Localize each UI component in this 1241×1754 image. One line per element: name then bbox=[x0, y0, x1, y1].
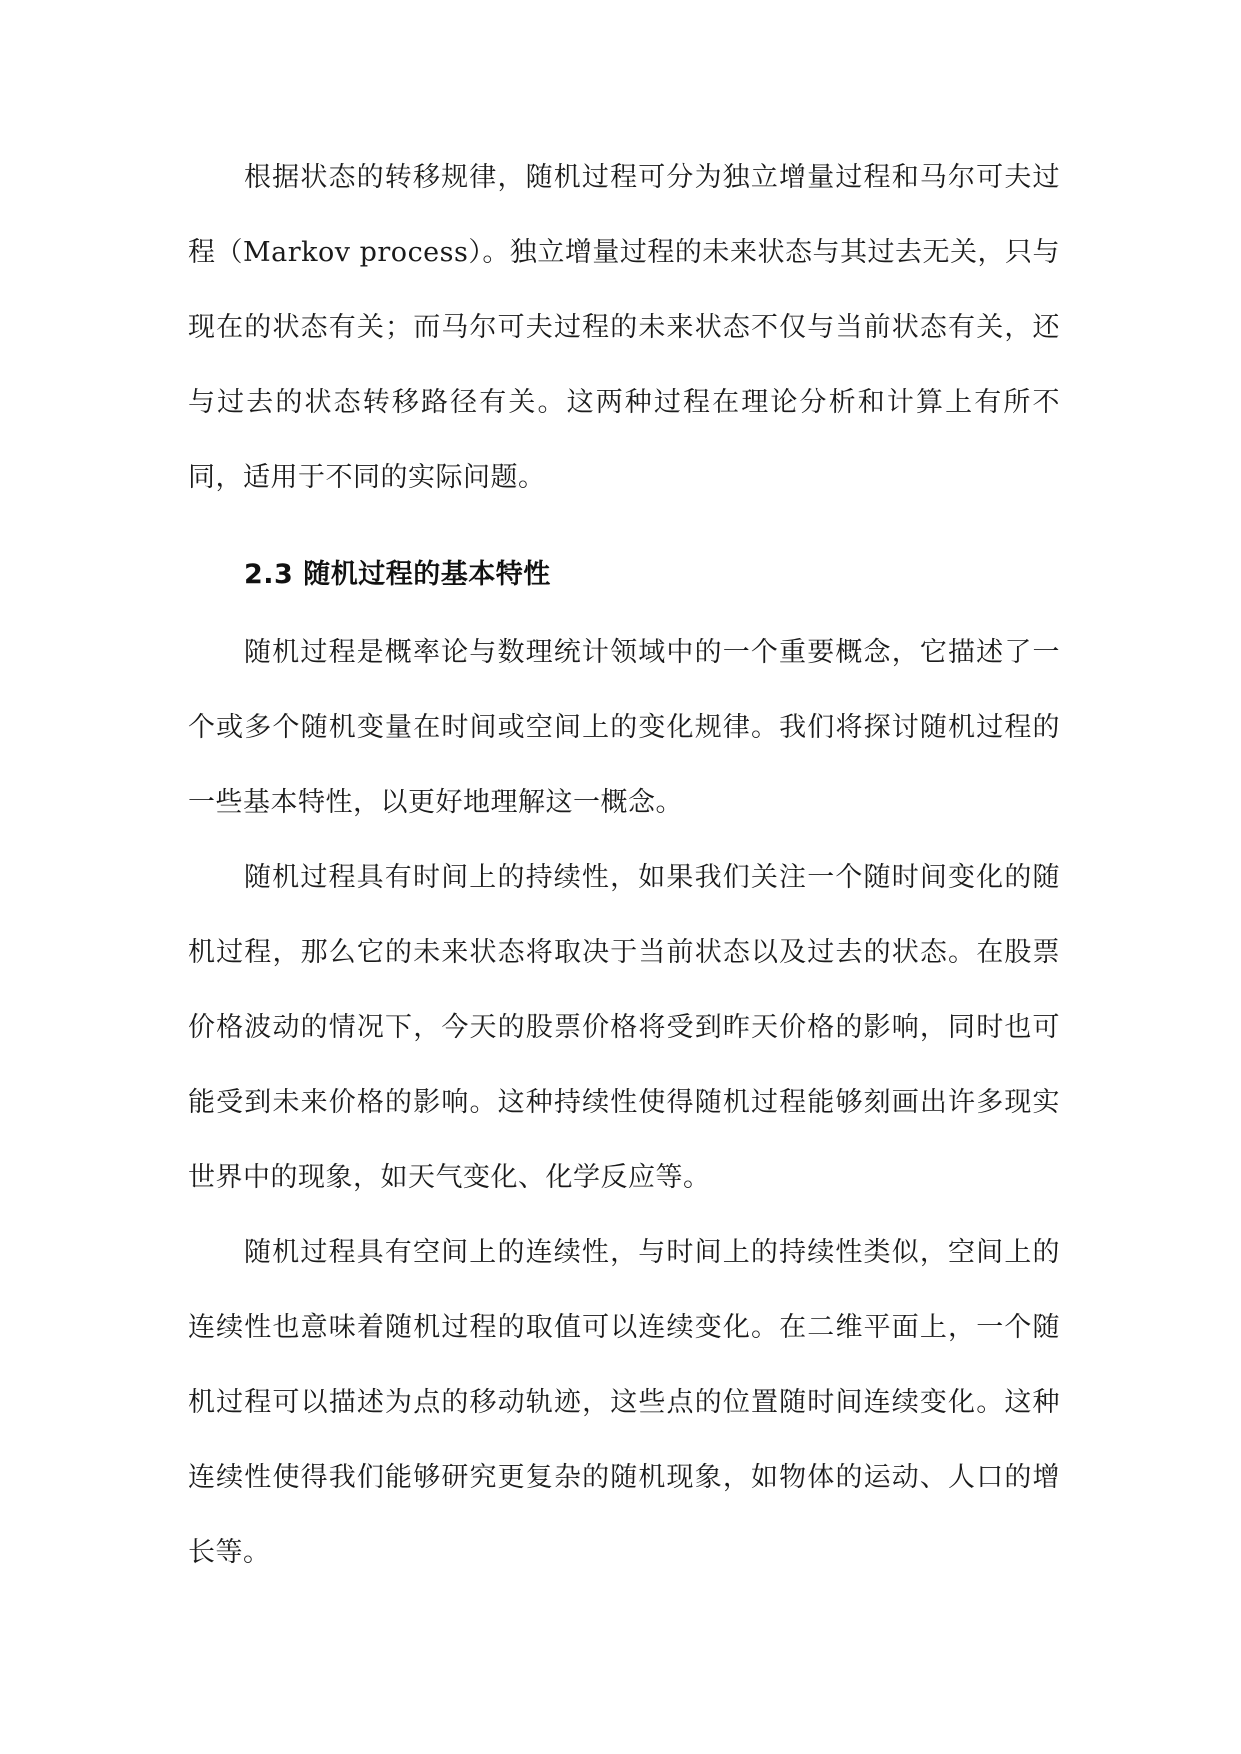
paragraph-state-transition: 根据状态的转移规律，随机过程可分为独立增量过程和马尔可夫过程（Markov process）。独立增量过程的未来状态与其过去无关，只与现在的状态有关；而马尔可夫过程的未来状态不仅与当前状态有关，还与过去的状态转移路径有关。这两种过程在理论分析和计算上有所不同，适用于不同的实际问题。 bbox=[188, 162, 1060, 493]
paragraph-spatial-continuity: 随机过程具有空间上的连续性，与时间上的持续性类似，空间上的连续性也意味着随机过程的取值可以连续变化。在二维平面上，一个随机过程可以描述为点的移动轨迹，这些点的位置随时间连续变化。这种连续性使得我们能够研究更复杂的随机现象，如物体的运动、人口的增长等。 bbox=[188, 1237, 1060, 1568]
paragraph-temporal-persistence: 随机过程具有时间上的持续性，如果我们关注一个随时间变化的随机过程，那么它的未来状态将取决于当前状态以及过去的状态。在股票价格波动的情况下，今天的股票价格将受到昨天价格的影响，同时也可能受到未来价格的影响。这种持续性使得随机过程能够刻画出许多现实世界中的现象，如天气变化、化学反应等。 bbox=[188, 862, 1060, 1193]
document-body bbox=[188, 140, 1060, 1590]
section-heading: 2.3 随机过程的基本特性 bbox=[244, 559, 551, 590]
paragraph-definition: 随机过程是概率论与数理统计领域中的一个重要概念，它描述了一个或多个随机变量在时间或空间上的变化规律。我们将探讨随机过程的一些基本特性，以更好地理解这一概念。 bbox=[188, 637, 1060, 818]
